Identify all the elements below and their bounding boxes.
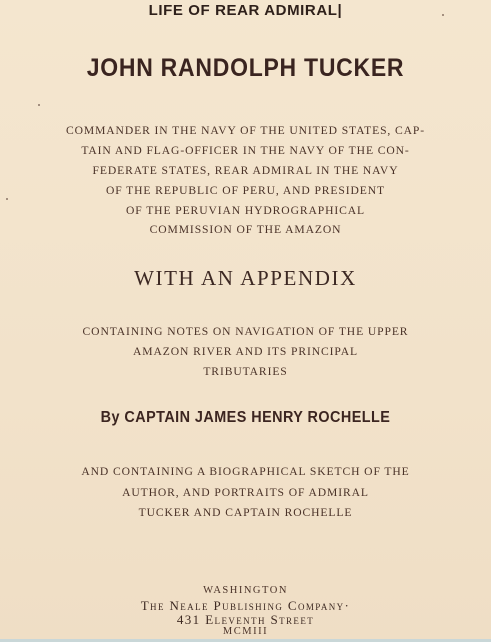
appendix-heading: WITH AN APPENDIX [134, 266, 357, 290]
bio-note-line: AND CONTAINING A BIOGRAPHICAL SKETCH OF THE [81, 465, 410, 478]
paper-speck [6, 198, 8, 200]
appendix-note-line: CONTAINING NOTES ON NAVIGATION OF THE UPPER [82, 325, 409, 338]
subtitle-line: TAIN AND FLAG-OFFICER IN THE NAVY OF THE CON- [81, 144, 410, 157]
subtitle-line: OF THE PERUVIAN HYDROGRAPHICAL [125, 204, 366, 217]
imprint-address: 431 Eleventh Street [176, 612, 315, 627]
subtitle-line: FEDERATE STATES, REAR ADMIRAL IN THE NAVY [92, 164, 399, 177]
author-byline: By CAPTAIN JAMES HENRY ROCHELLE [100, 409, 391, 426]
bio-note-line: TUCKER AND CAPTAIN ROCHELLE [138, 506, 353, 519]
subtitle-line: COMMISSION OF THE AMAZON [149, 223, 342, 236]
imprint-year: MCMIII [222, 626, 269, 637]
subtitle-line: COMMANDER IN THE NAVY OF THE UNITED STATES, CAP- [65, 124, 426, 137]
paper-speck [38, 104, 40, 106]
paper-speck [442, 14, 444, 16]
book-title: JOHN RANDOLPH TUCKER [86, 54, 405, 82]
running-title: LIFE OF REAR ADMIRAL| [148, 2, 343, 19]
imprint-publisher: The Neale Publishing Company· [140, 598, 351, 613]
appendix-note-line: TRIBUTARIES [203, 365, 288, 378]
appendix-note-line: AMAZON RIVER AND ITS PRINCIPAL [133, 345, 358, 358]
imprint-place: WASHINGTON [203, 585, 288, 596]
subtitle-line: OF THE REPUBLIC OF PERU, AND PRESIDENT [105, 184, 386, 197]
bio-note-line: AUTHOR, AND PORTRAITS OF ADMIRAL [122, 486, 369, 499]
